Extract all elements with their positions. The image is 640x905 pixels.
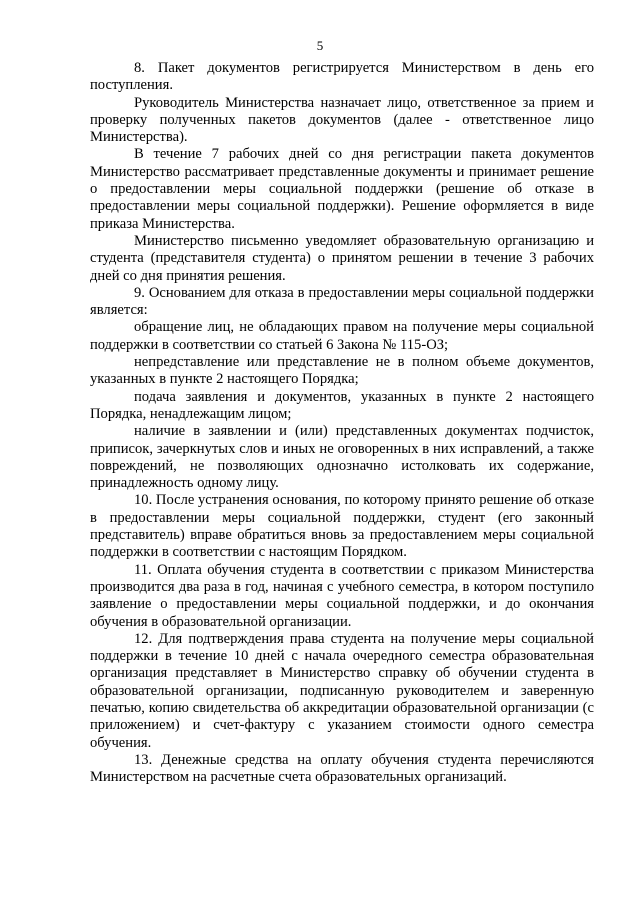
paragraph-11: 11. Оплата обучения студента в соответствии с приказом Министерства производится два раза в год, начиная с учебного семестра, в котором поступило заявление о предоставлении меры социальной поддержки, и до окончания обучения в образовательной организации. xyxy=(90,561,594,630)
paragraph-10: 10. После устранения основания, по которому принято решение об отказе в предоставлении меры социальной поддержки, студент (его законный представитель) вправе обратиться вновь за предоставлением меры социальной поддержки в соответствии с настоящим Порядком. xyxy=(90,492,594,561)
refusal-reason-ineligible: обращение лиц, не обладающих правом на получение меры социальной поддержки в соответствии со статьей 6 Закона № 115-ОЗ; xyxy=(90,319,594,353)
paragraph-review-decision: В течение 7 рабочих дней со дня регистрации пакета документов Министерство рассматривает представленные документы и принимает решение о предоставлении меры социальной поддержки (решение об отказе в предоставлении меры социальной поддержки). Решение оформляется в виде приказа Министерства. xyxy=(90,146,594,232)
paragraph-8: 8. Пакет документов регистрируется Министерством в день его поступления. xyxy=(90,60,594,94)
refusal-reason-corrections: наличие в заявлении и (или) представленных документах подчисток, приписок, зачеркнутых слов и иных не оговоренных в них исправлений, а также повреждений, не позволяющих однозначно истолковать их содержание, принадлежность одному лицу. xyxy=(90,423,594,492)
paragraph-13: 13. Денежные средства на оплату обучения студента перечисляются Министерством на расчетные счета образовательных организаций. xyxy=(90,751,594,786)
refusal-reason-incomplete: непредставление или представление не в полном объеме документов, указанных в пункте 2 настоящего Порядка; xyxy=(90,354,594,388)
paragraph-12: 12. Для подтверждения права студента на получение меры социальной поддержки в течение 10 дней с начала очередного семестра образовательная организация представляет в Министерство справку об обучении студента в образовательной организации, подписанную руководителем и заверенную печатью, копию свидетельства об аккредитации образовательной организации (с приложением) и счет-фактуру с указанием стоимости одного семестра обучения. xyxy=(90,630,594,751)
paragraph-notification: Министерство письменно уведомляет образовательную организацию и студента (представителя студента) о принятом решении в течение 3 рабочих дней со дня принятия решения. xyxy=(90,232,594,284)
document-body xyxy=(90,60,594,786)
page-number: 5 xyxy=(316,38,324,53)
refusal-reason-improper-person: подача заявления и документов, указанных в пункте 2 настоящего Порядка, ненадлежащим лицом; xyxy=(90,388,594,422)
paragraph-responsible-person: Руководитель Министерства назначает лицо, ответственное за прием и проверку полученных пакетов документов (далее - ответственное лицо Министерства). xyxy=(90,94,594,146)
paragraph-9: 9. Основанием для отказа в предоставлении меры социальной поддержки является: xyxy=(90,284,594,319)
